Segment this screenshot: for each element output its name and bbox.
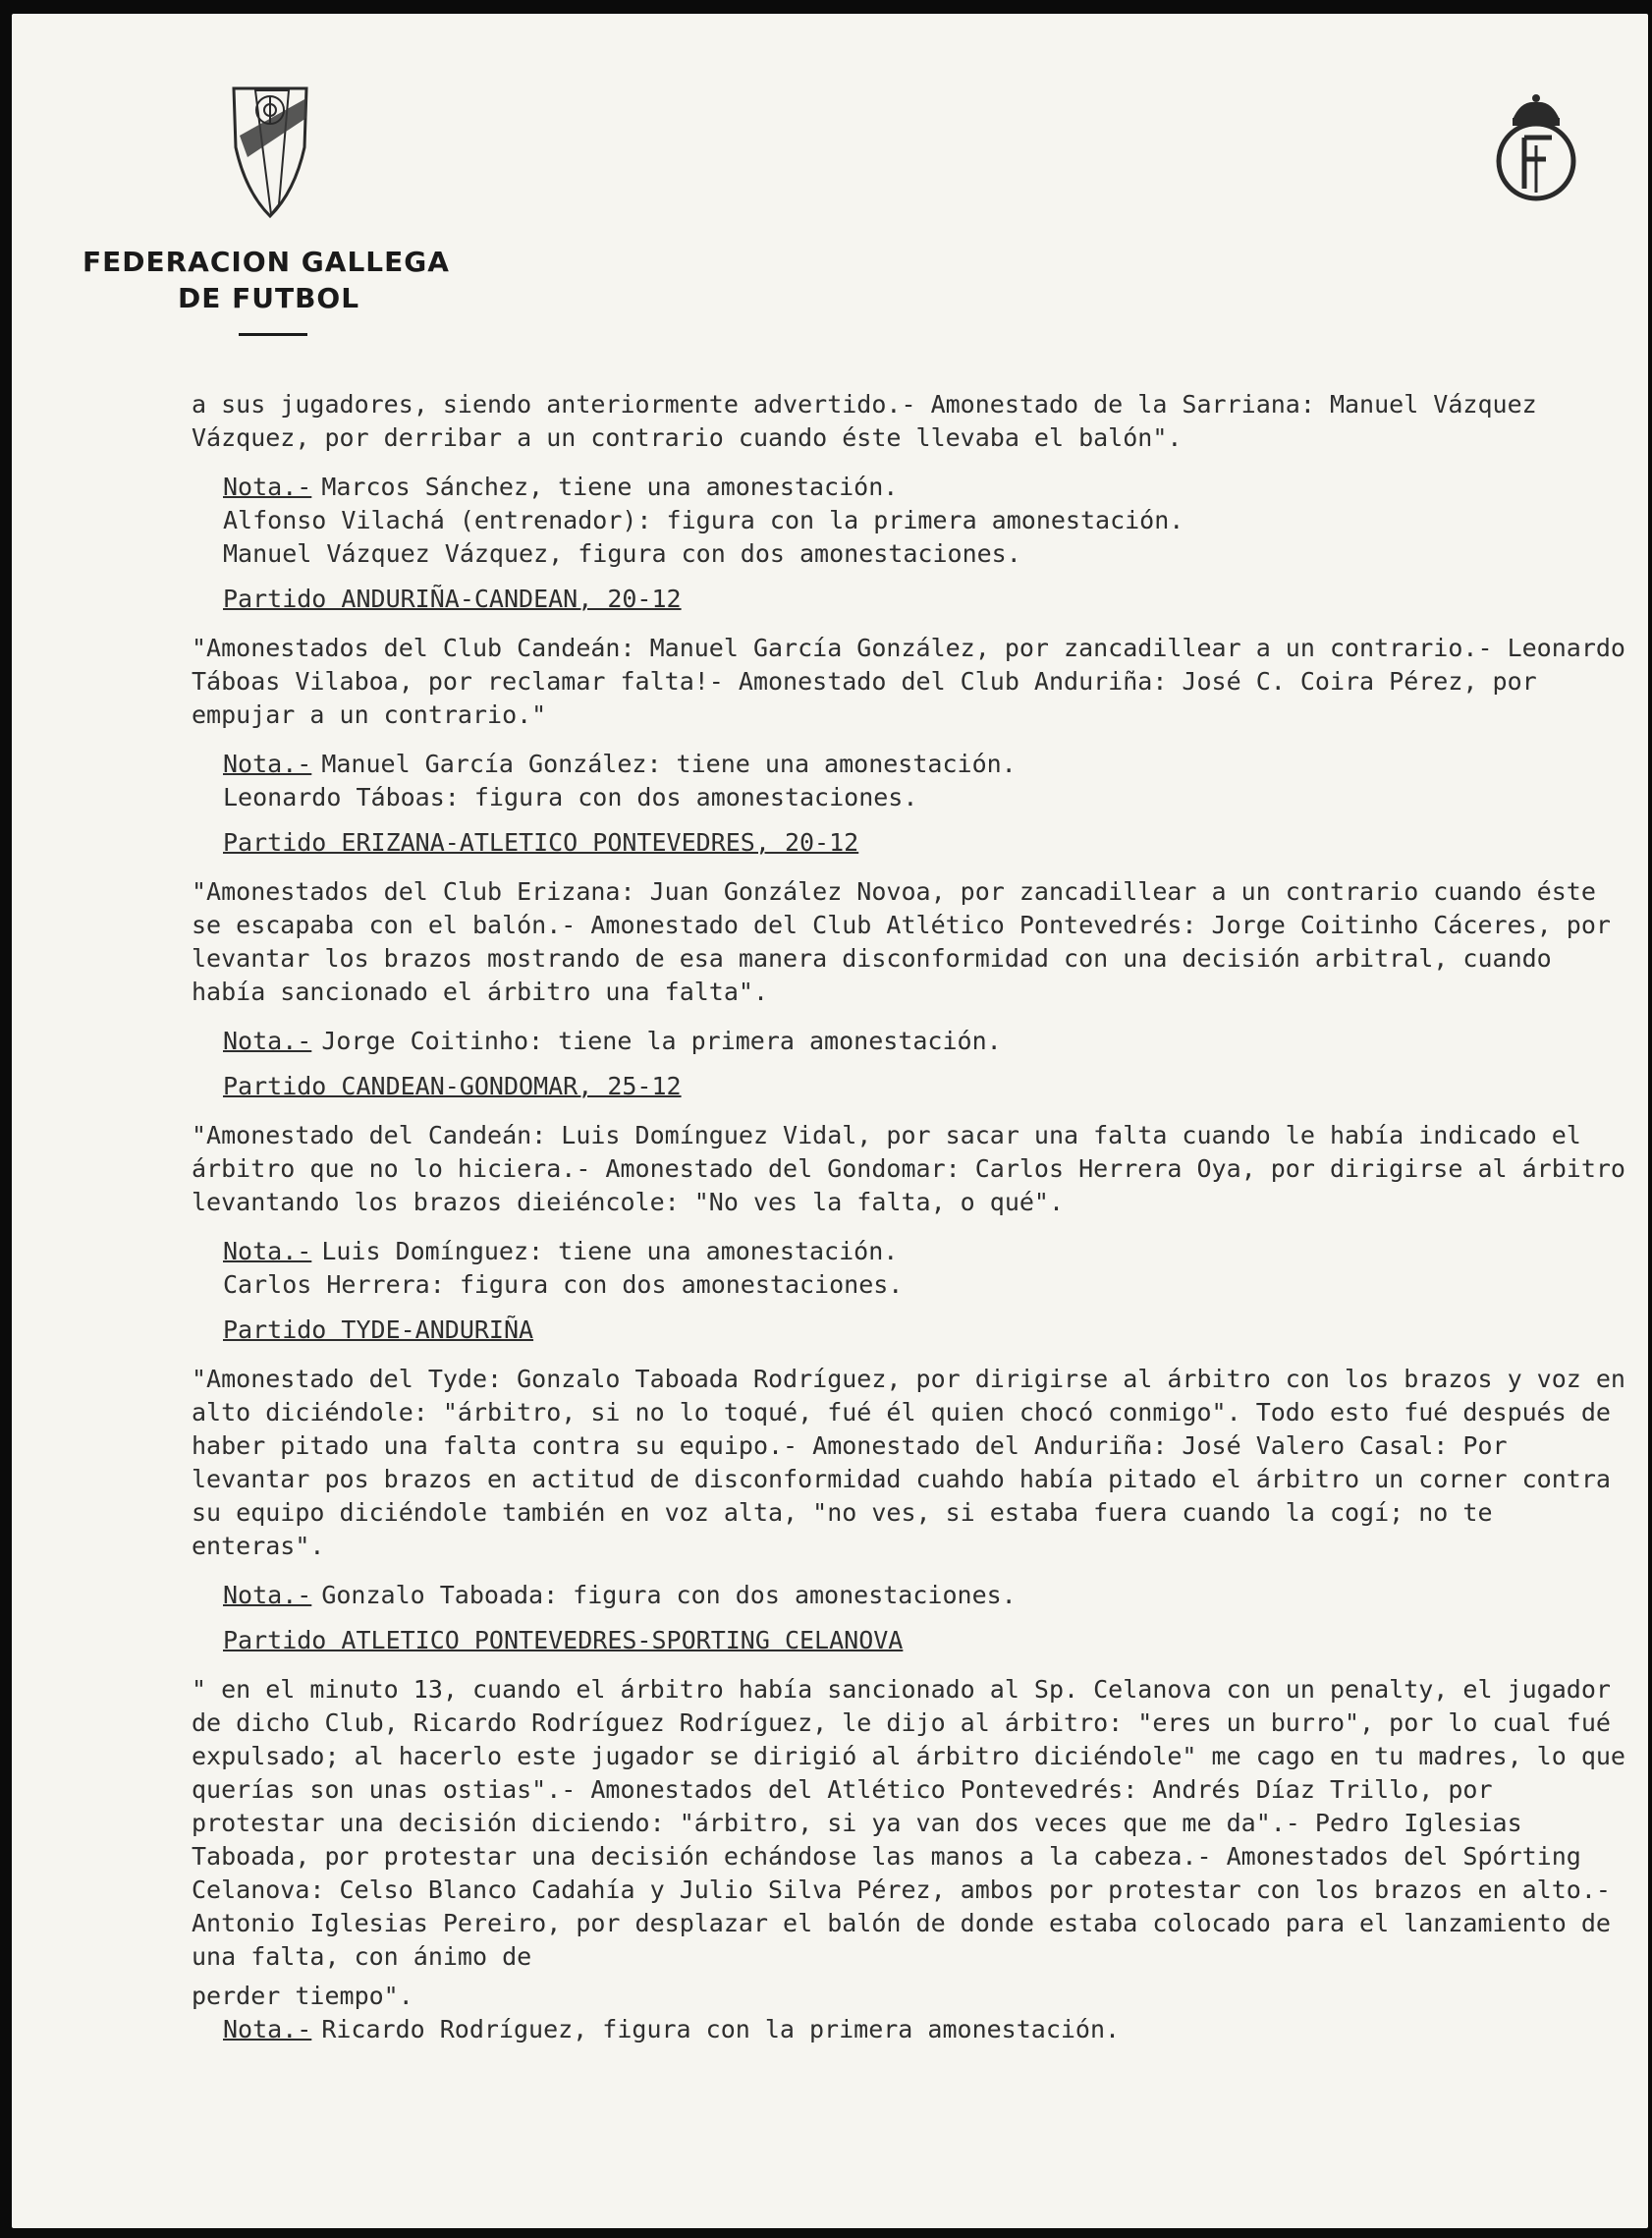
match-heading-text: Partido ATLETICO PONTEVEDRES-SPORTING CELANOVA [223,1626,904,1654]
note-label: Nota.- [223,1237,312,1265]
match-heading [223,1070,1635,1103]
header-underline [239,333,307,336]
match-report: "Amonestados del Club Candeán: Manuel García González, por zancadillear a un contrario.- Leonardo Táboas Vilaboa, por reclamar falta!- Amonestado del Club Anduriña: José C. Coira Pérez, por empujar a un contrario." [192,634,1625,729]
org-name-line2: DE FUTBOL [178,282,360,314]
note-label: Nota.- [223,750,312,778]
note-line: Jorge Coitinho: tiene la primera amonestación. [321,1027,1002,1055]
note-label: Nota.- [223,473,312,501]
note-line: Gonzalo Taboada: figura con dos amonestaciones. [321,1581,1017,1609]
crowned-rfef-emblem-icon [1491,90,1581,208]
organization-name [83,244,475,316]
note-1 [223,471,1635,571]
note-line: Alfonso Vilachá (entrenador): figura con la primera amonestación. [223,506,1184,534]
match-heading-text: Partido ANDURIÑA-CANDEAN, 20-12 [223,585,682,613]
note-line: Carlos Herrera: figura con dos amonestaciones. [223,1270,904,1299]
match-report: "Amonestados del Club Erizana: Juan González Novoa, por zancadillear a un contrario cuando éste se escapaba con el balón.- Amonestado del Club Atlético Pontevedrés: Jorge Coitinho Cáceres, por levantar los brazos mostrando de esa manera disconformidad con una decisión arbitral, cuando había sancionado el árbitro una falta". [192,877,1611,1006]
match-report: " en el minuto 13, cuando el árbitro había sancionado al Sp. Celanova con un penalty, el jugador de dicho Club, Ricardo Rodríguez Rodríguez, le dijo al árbitro: "eres un burro", por lo cual fué expulsado; al hacerlo este jugador se dirigió al árbitro diciéndole" me cago en tu madres, lo que querías son unas ostias".- Amonestados del Atlético Pontevedrés: Andrés Díaz Trillo, por protestar una decisión diciendo: "árbitro, si ya van dos veces que me da".- Pedro Iglesias Taboada, por protestar una decisión echándose las manos a la cabeza.- Amonestados del Spórting Celanova: Celso Blanco Cadahía y Julio Silva Pérez, ambos por protestar con los brazos en alto.- Antonio Iglesias Pereiro, por desplazar el balón de donde estaba colocado para el lanzamiento de una falta, con ánimo de [192,1675,1625,1971]
match-heading [223,1314,1635,1347]
shield-crest-icon [226,79,314,221]
note-line: Manuel García González: tiene una amonestación. [321,750,1017,778]
note-line: Ricardo Rodríguez, figura con la primera amonestación. [321,2015,1121,2043]
note-line: Marcos Sánchez, tiene una amonestación. [321,473,899,501]
note-line: Manuel Vázquez Vázquez, figura con dos amonestaciones. [223,539,1021,568]
note-label: Nota.- [223,2015,312,2043]
note-line: Leonardo Táboas: figura con dos amonestaciones. [223,783,918,811]
note-line: Luis Domínguez: tiene una amonestación. [321,1237,899,1265]
match-heading-text: Partido CANDEAN-GONDOMAR, 25-12 [223,1072,682,1100]
match-heading [223,826,1635,860]
intro-paragraph: a sus jugadores, siendo anteriormente advertido.- Amonestado de la Sarriana: Manuel Vázquez Vázquez, por derribar a un contrario cuando éste llevaba el balón". [192,390,1537,452]
note-2 [223,748,1635,814]
match-report-end: perder tiempo". [192,1982,413,2010]
match-heading [223,1624,1635,1657]
match-heading-text: Partido ERIZANA-ATLETICO PONTEVEDRES, 20-12 [223,828,859,857]
note-label: Nota.- [223,1581,312,1609]
match-report: "Amonestado del Tyde: Gonzalo Taboada Rodríguez, por dirigirse al árbitro con los brazos y voz en alto diciéndole: "árbitro, si no lo toqué, fué él quien chocó conmigo". Todo esto fué después de haber pitado una falta contra su equipo.- Amonestado del Anduriña: José Valero Casal: Por levantar pos brazos en actitud de disconformidad cuahdo había pitado el árbitro un corner contra su equipo diciéndole también en voz alta, "no ves, si estaba fuera cuando la cogí; no te enteras". [192,1365,1625,1560]
match-heading [223,583,1635,616]
match-report: "Amonestado del Candeán: Luis Domínguez Vidal, por sacar una falta cuando le había indicado el árbitro que no lo hiciera.- Amonestado del Gondomar: Carlos Herrera Oya, por dirigirse al árbitro levantando los brazos dieiéncole: "No ves la falta, o qué". [192,1121,1625,1216]
note-3 [223,1025,1635,1058]
document-body [192,388,1635,2058]
match-heading-text: Partido TYDE-ANDURIÑA [223,1315,534,1344]
note-4 [223,1235,1635,1302]
note-label: Nota.- [223,1027,312,1055]
org-name-line1: FEDERACION GALLEGA [83,246,450,278]
note-6 [223,2013,1635,2046]
note-5 [223,1579,1635,1612]
